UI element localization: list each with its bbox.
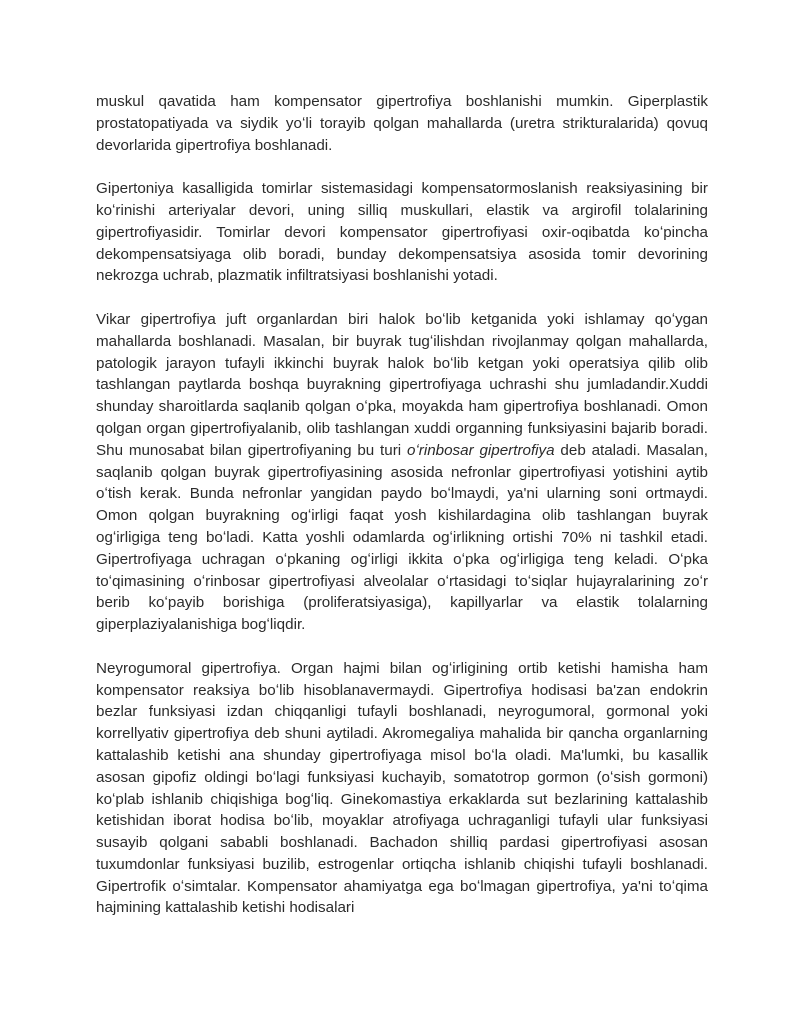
paragraph-vicarious-hypertrophy: [96, 309, 708, 636]
paragraph-vicarious-text-start: Vikar gipertrofiya juft organlardan biri halok boʻlib ketganida yoki ishlamay qoʻygan mahallarda boshlanadi. Masalan, bir buyrak tugʻilishdan rivojlanmay qolgan mahallarda, patologik jarayon tufayli ikkinchi buyrak halok boʻlib ketgan yoki operatsiya qilib olib tashlangan paytlarda boshqa buyrakning gipertrofiyaga uchrashi shu jumladandir.Xuddi shunday sharoitlarda saqlanib qolgan oʻpka, moyakda ham gipertrofiya boshlanadi. Omon qolgan organ gipertrofiyalanib, olib tashlangan xuddi organning funksiyasini bajarib boradi. Shu munosabat bilan gipertrofiyaning bu turi: [96, 310, 708, 459]
paragraph-neurohumoral-hypertrophy: Neyrogumoral gipertrofiya. Organ hajmi bilan ogʻirligining ortib ketishi hamisha ham kompensator reaksiya boʻlib hisoblanavermaydi. Gipertrofiya hodisasi ba'zan endokrin bezlar funksiyasi izdan chiqqanligi tufayli boshlanadi, neyrogumoral, gormonal yoki korrellyativ gipertrofiya deb shuni aytiladi. Akromegaliya mahalida bir qancha organlarning kattalashib ketishi ana shunday gipertrofiyaga misol boʻla oladi. Ma'lumki, bu kasallik asosan gipofiz oldingi boʻlagi funksiyasi kuchayib, somatotrop gormon (oʻsish gormoni) koʻplab ishlanib chiqishiga bogʻliq. Ginekomastiya erkaklarda sut bezlarining kattalashib ketishidan iborat hodisa boʻlib, moyaklar atrofiyaga uchraganligi tufayli ular funksiyasi susayib qolgani sababli boshlanadi. Bachadon shilliq pardasi gipertrofiyasi asosan tuxumdonlar funksiyasi buzilib, estrogenlar ortiqcha ishlanib chiqishi tufayli boshlanadi. Gipertrofik oʻsimtalar. Kompensator ahamiyatga ega boʻlmagan gipertrofiya, ya'ni toʻqima hajmining kattalashib ketishi hodisalari: [96, 659, 708, 917]
italic-term-substitute-hypertrophy: oʻrinbosar gipertrofiya: [406, 441, 555, 459]
paragraph-bladder-hypertrophy: muskul qavatida ham kompensator gipertrofiya boshlanishi mumkin. Giperplastik prostatopatiyada va siydik yoʻli torayib qolgan mahallarda (uretra strikturalarida) qovuq devorlarida gipertrofiya boshlanadi.: [96, 93, 708, 154]
paragraph-vicarious-text-end: deb ataladi. Masalan, saqlanib qolgan buyrak gipertrofiyasining asosida nefronlar gipertrofiyasi yotishini aytib oʻtish kerak. Bunda nefronlar yangidan paydo boʻlmaydi, ya'ni ularning soni ortmaydi. Omon qolgan buyrakning ogʻirligi faqat yosh kishilardagina olib tashlangan buyrak ogʻirligiga teng boʻladi. Katta yoshli odamlarda ogʻirlikning ortishi 70% ni tashkil etadi. Gipertrofiyaga uchragan oʻpkaning ogʻirligi ikkita oʻpka ogʻirligiga teng keladi. Oʻpka toʻqimasining oʻrinbosar gipertrofiyasi alveolalar oʻrtasidagi toʻsiqlar hujayralarining zoʻr berib koʻpayib borishiga (proliferatsiyasiga), kapillyarlar va elastik tolalarning giperplaziyalanishiga bogʻliqdir.: [96, 441, 708, 634]
paragraph-hypertension-vessels: Gipertoniya kasalligida tomirlar sistemasidagi kompensatormoslanish reaksiyasining bir koʻrinishi arteriyalar devori, uning silliq muskullari, elastik va argirofil tolalarining gipertrofiyasidir. Tomirlar devori kompensator gipertrofiyasi oxir-oqibatda koʻpincha dekompensatsiyaga olib boradi, bunday dekompensatsiya asosida tomir devorining nekrozga uchrab, plazmatik infiltratsiyasi boshlanishi yotadi.: [96, 180, 708, 285]
document-page: [96, 91, 708, 919]
